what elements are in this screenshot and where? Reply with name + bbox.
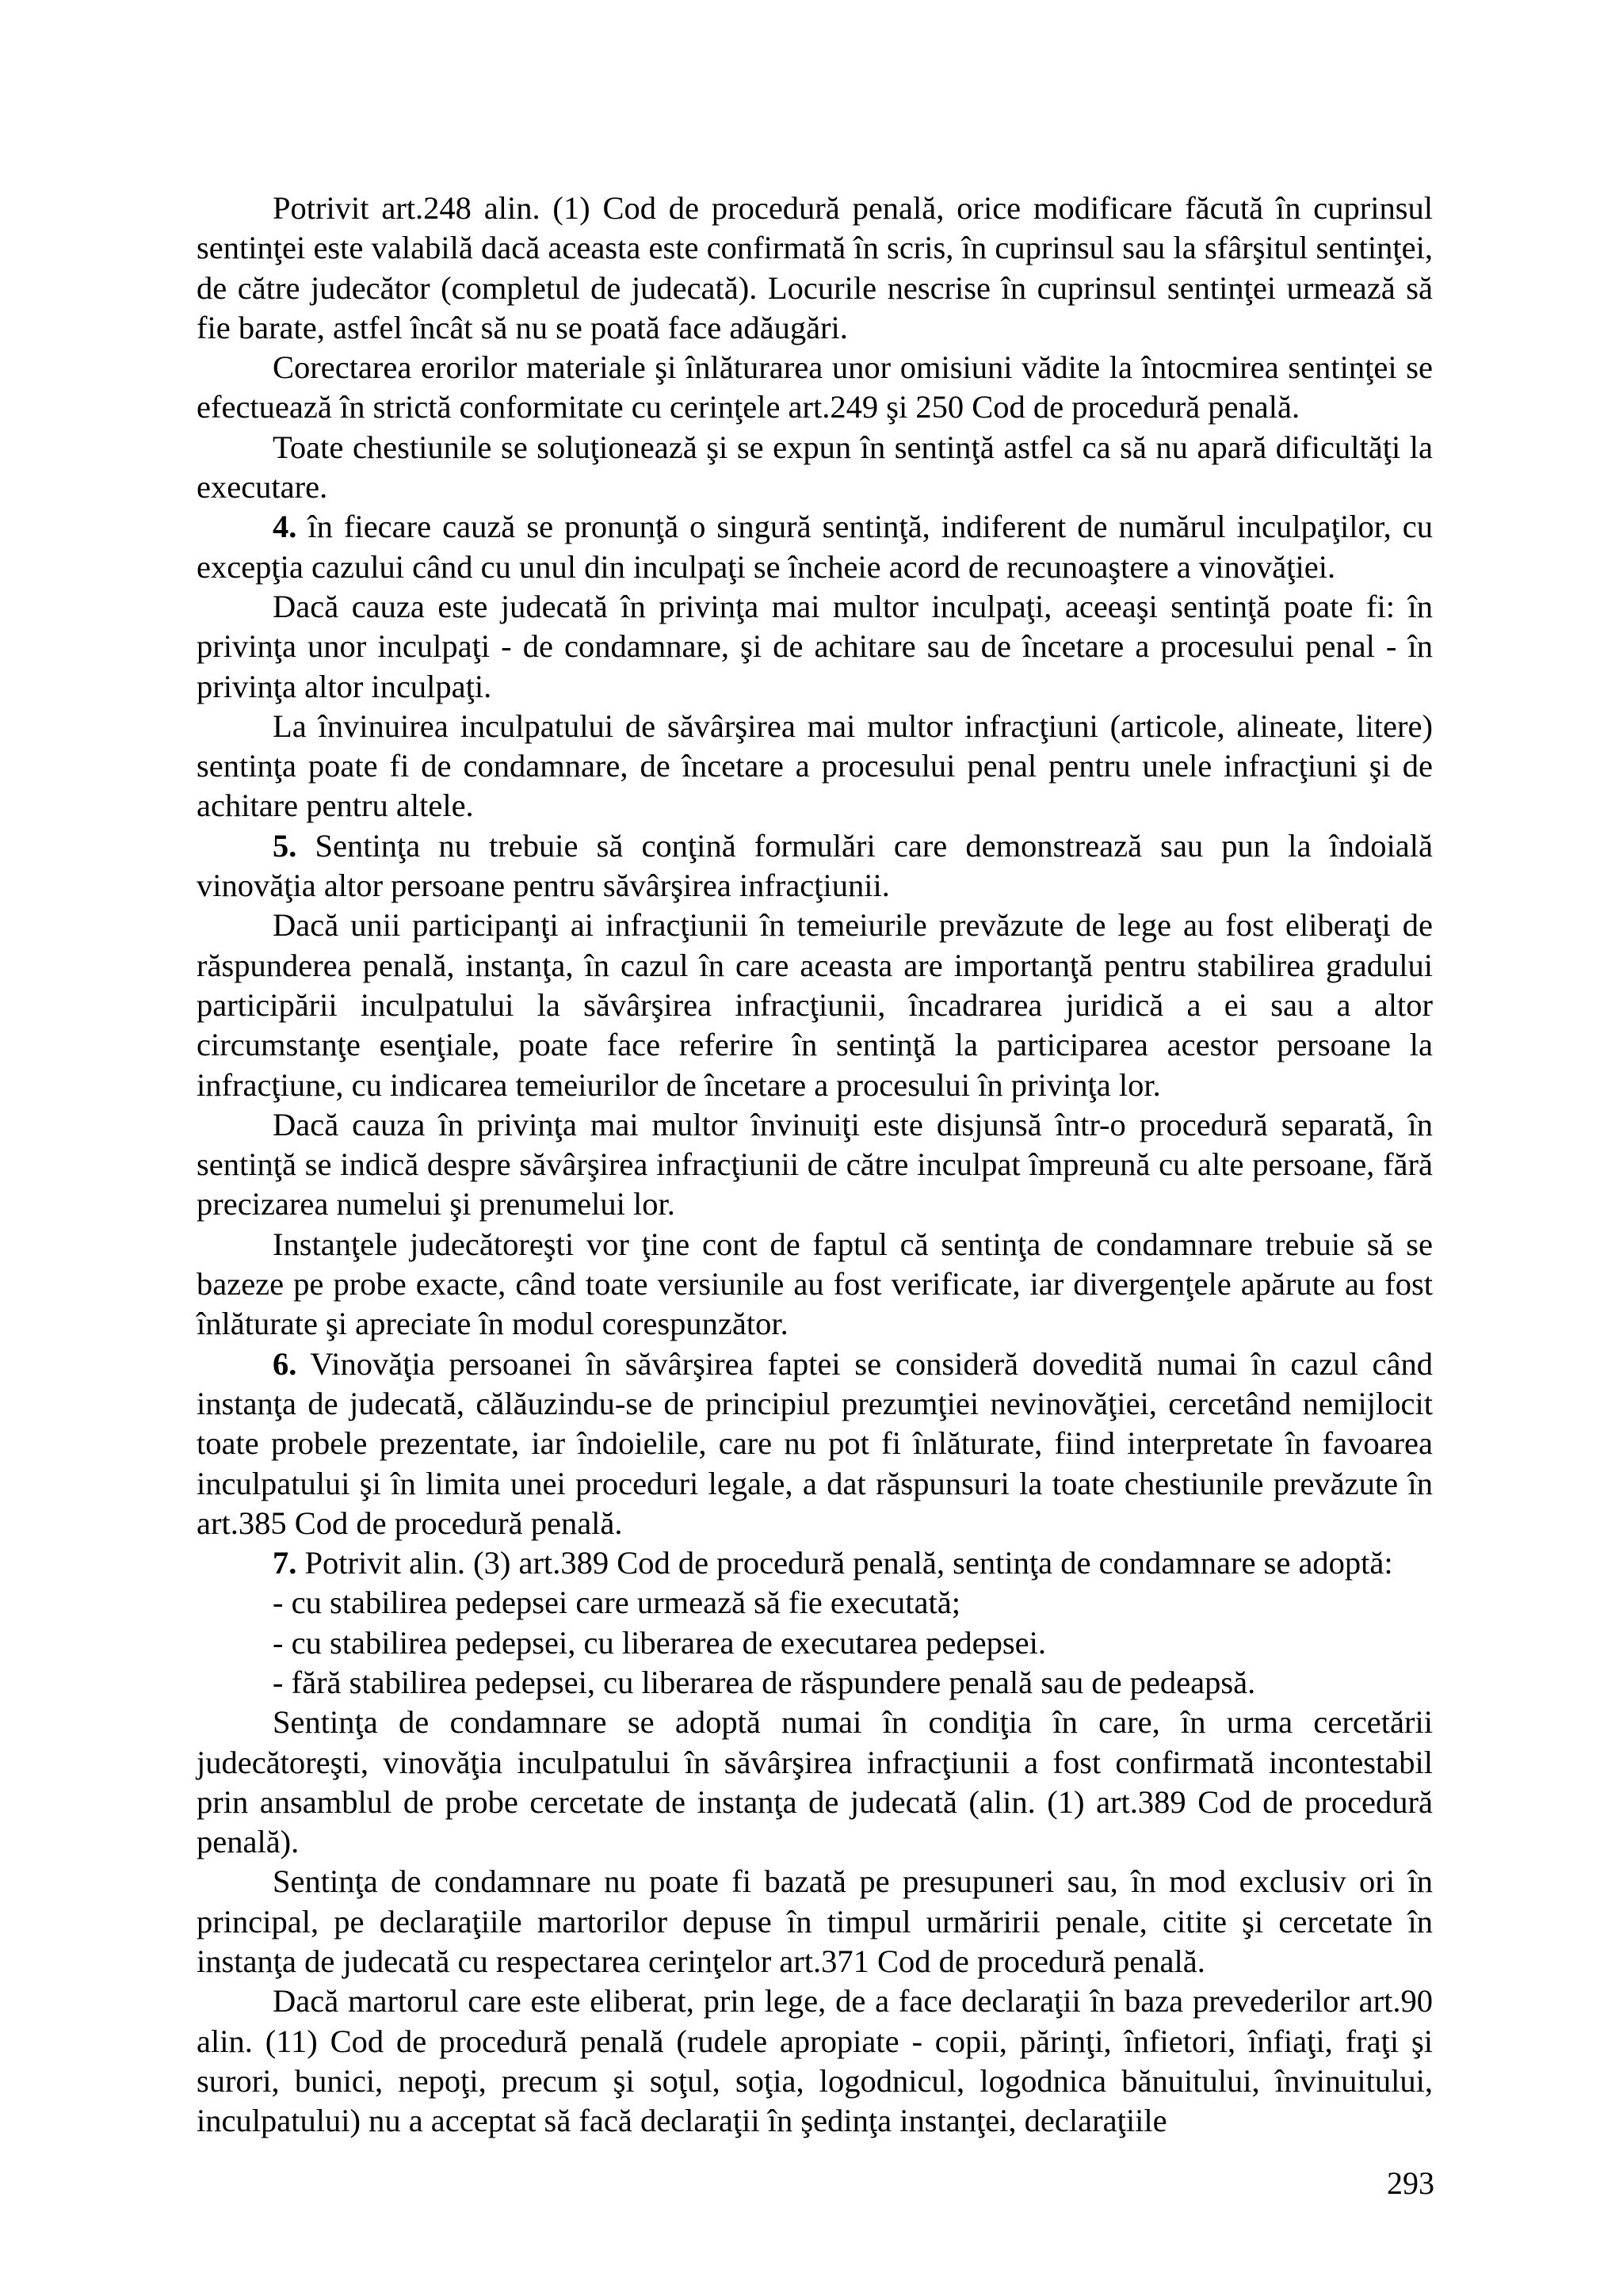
paragraph xyxy=(197,428,1433,508)
paragraph xyxy=(197,1703,1433,1862)
paragraph xyxy=(197,1981,1433,2141)
paragraph-text: - cu stabilirea pedepsei, cu liberarea de executarea pedepsei. xyxy=(273,1624,1046,1661)
paragraph-number: 7. xyxy=(273,1545,297,1581)
document-body xyxy=(197,189,1433,2142)
paragraph xyxy=(197,1543,1433,1583)
paragraph-number: 5. xyxy=(273,827,297,864)
paragraph xyxy=(197,1105,1433,1225)
paragraph-text: Potrivit alin. (3) art.389 Cod de procedură penală, sentinţa de condamnare se adoptă: xyxy=(304,1545,1393,1581)
paragraph xyxy=(197,707,1433,826)
paragraph-text: Sentinţa de condamnare se adoptă numai în condiţia în care, în urma cercetării judecătoreşti, vinovăţia inculpatului în săvârşirea infracţiunii a fost confirmată incontestabil prin ansamblul de probe cercetate de instanţa de judecată (alin. (1) art.389 Cod de procedură penală). xyxy=(197,1704,1433,1860)
paragraph-text: Toate chestiunile se soluţionează şi se expun în sentinţă astfel ca să nu apară dificultăţi la executare. xyxy=(197,429,1433,505)
paragraph-text: - fără stabilirea pedepsei, cu liberarea de răspundere penală sau de pedeapsă. xyxy=(273,1664,1256,1700)
paragraph-text: Vinovăţia persoanei în săvârşirea faptei se consideră dovedită numai în cazul când instanţa de judecată, călăuzindu-se de principiul prezumţiei nevinovăţiei, cercetând nemijlocit toate probele prezentate, iar îndoielile, care nu pot fi înlăturate, fiind interpretate în favoarea inculpatului şi în limita unei proceduri legale, a dat răspunsuri la toate chestiunile prevăzute în art.385 Cod de procedură penală. xyxy=(197,1345,1433,1541)
paragraph-text: în fiecare cauză se pronunţă o singură sentinţă, indiferent de numărul inculpaţilor, cu excepţia cazului când cu unul din inculpaţi se încheie acord de recunoaştere a vinovăţiei. xyxy=(197,509,1433,585)
paragraph-text: Dacă cauza este judecată în privinţa mai multor inculpaţi, aceeaşi sentinţă poate fi: în privinţa unor inculpaţi - de condamnare, şi de achitare sau de încetare a procesului penal - în privinţa altor inculpaţi. xyxy=(197,588,1433,704)
paragraph-text: Potrivit art.248 alin. (1) Cod de procedură penală, orice modificare făcută în cuprinsul sentinţei este valabilă dacă aceasta este confirmată în scris, în cuprinsul sau la sfârşitul sentinţei, de către judecător (completul de judecată). Locurile nescrise în cuprinsul sentinţei urmează să fie barate, astfel încât să nu se poată face adăugări. xyxy=(197,190,1433,345)
list-item xyxy=(197,1583,1433,1623)
paragraph-number: 4. xyxy=(273,509,297,545)
paragraph xyxy=(197,826,1433,906)
page-number: 293 xyxy=(1387,2165,1434,2201)
list-item xyxy=(197,1623,1433,1663)
list-item xyxy=(197,1663,1433,1703)
paragraph-text: Sentinţa nu trebuie să conţină formulări care demonstrează sau pun la îndoială vinovăţia altor persoane pentru săvârşirea infracţiunii. xyxy=(197,827,1434,904)
paragraph-text: Sentinţa de condamnare nu poate fi bazată pe presupuneri sau, în mod exclusiv ori în principal, pe declaraţiile martorilor depuse în timpul urmăririi penale, citite şi cercetate în instanţa de judecată cu respectarea cerinţelor art.371 Cod de procedură penală. xyxy=(197,1863,1433,1980)
paragraph xyxy=(197,906,1433,1104)
paragraph-text: Dacă cauza în privinţa mai multor învinuiţi este disjunsă într-o procedură separată, în sentinţă se indică despre săvârşirea infracţiunii de către inculpat împreună cu alte persoane, fără precizarea numelui şi prenumelui lor. xyxy=(197,1106,1433,1222)
paragraph xyxy=(197,1344,1433,1543)
paragraph-text: Dacă unii participanţi ai infracţiunii în temeiurile prevăzute de lege au fost eliberaţi de răspunderea penală, instanţa, în cazul în care aceasta are importanţă pentru stabilirea gradului participării inculpatului la săvârşirea infracţiunii, încadrarea juridică a ei sau a altor circumstanţe esenţiale, poate face referire în sentinţă la participarea acestor persoane la infracţiune, cu indicarea temeiurilor de încetare a procesului în privinţa lor. xyxy=(197,907,1433,1103)
paragraph-text: Dacă martorul care este eliberat, prin lege, de a face declaraţii în baza prevederilor art.90 alin. (11) Cod de procedură penală (rudele apropiate - copii, părinţi, înfietori, înfiaţi, fraţi şi surori, bunici, nepoţi, precum şi soţul, soţia, logodnicul, logodnica bănuitului, învinuitului, inculpatului) nu a acceptat să facă declaraţii în şedinţa instanţei, declaraţiile xyxy=(197,1983,1433,2139)
paragraph xyxy=(197,1225,1433,1344)
paragraph xyxy=(197,1862,1433,1981)
paragraph-text: La învinuirea inculpatului de săvârşirea mai multor infracţiuni (articole, alineate, litere) sentinţa poate fi de condamnare, de încetare a procesului penal pentru unele infracţiuni şi de achitare pentru altele. xyxy=(197,707,1433,824)
paragraph xyxy=(197,348,1433,428)
paragraph-text: Instanţele judecătoreşti vor ţine cont de faptul că sentinţa de condamnare trebuie să se bazeze pe probe exacte, când toate versiunile au fost verificate, iar divergenţele apărute au fost înlăturate şi apreciate în modul corespunzător. xyxy=(197,1226,1433,1342)
paragraph-number: 6. xyxy=(273,1345,297,1382)
paragraph-text: Corectarea erorilor materiale şi înlăturarea unor omisiuni vădite la întocmirea sentinţei se efectuează în strictă conformitate cu cerinţele art.249 şi 250 Cod de procedură penală. xyxy=(197,349,1433,425)
paragraph-text: - cu stabilirea pedepsei care urmează să fie executată; xyxy=(273,1585,960,1621)
paragraph xyxy=(197,507,1433,587)
paragraph xyxy=(197,587,1433,707)
paragraph xyxy=(197,189,1433,348)
